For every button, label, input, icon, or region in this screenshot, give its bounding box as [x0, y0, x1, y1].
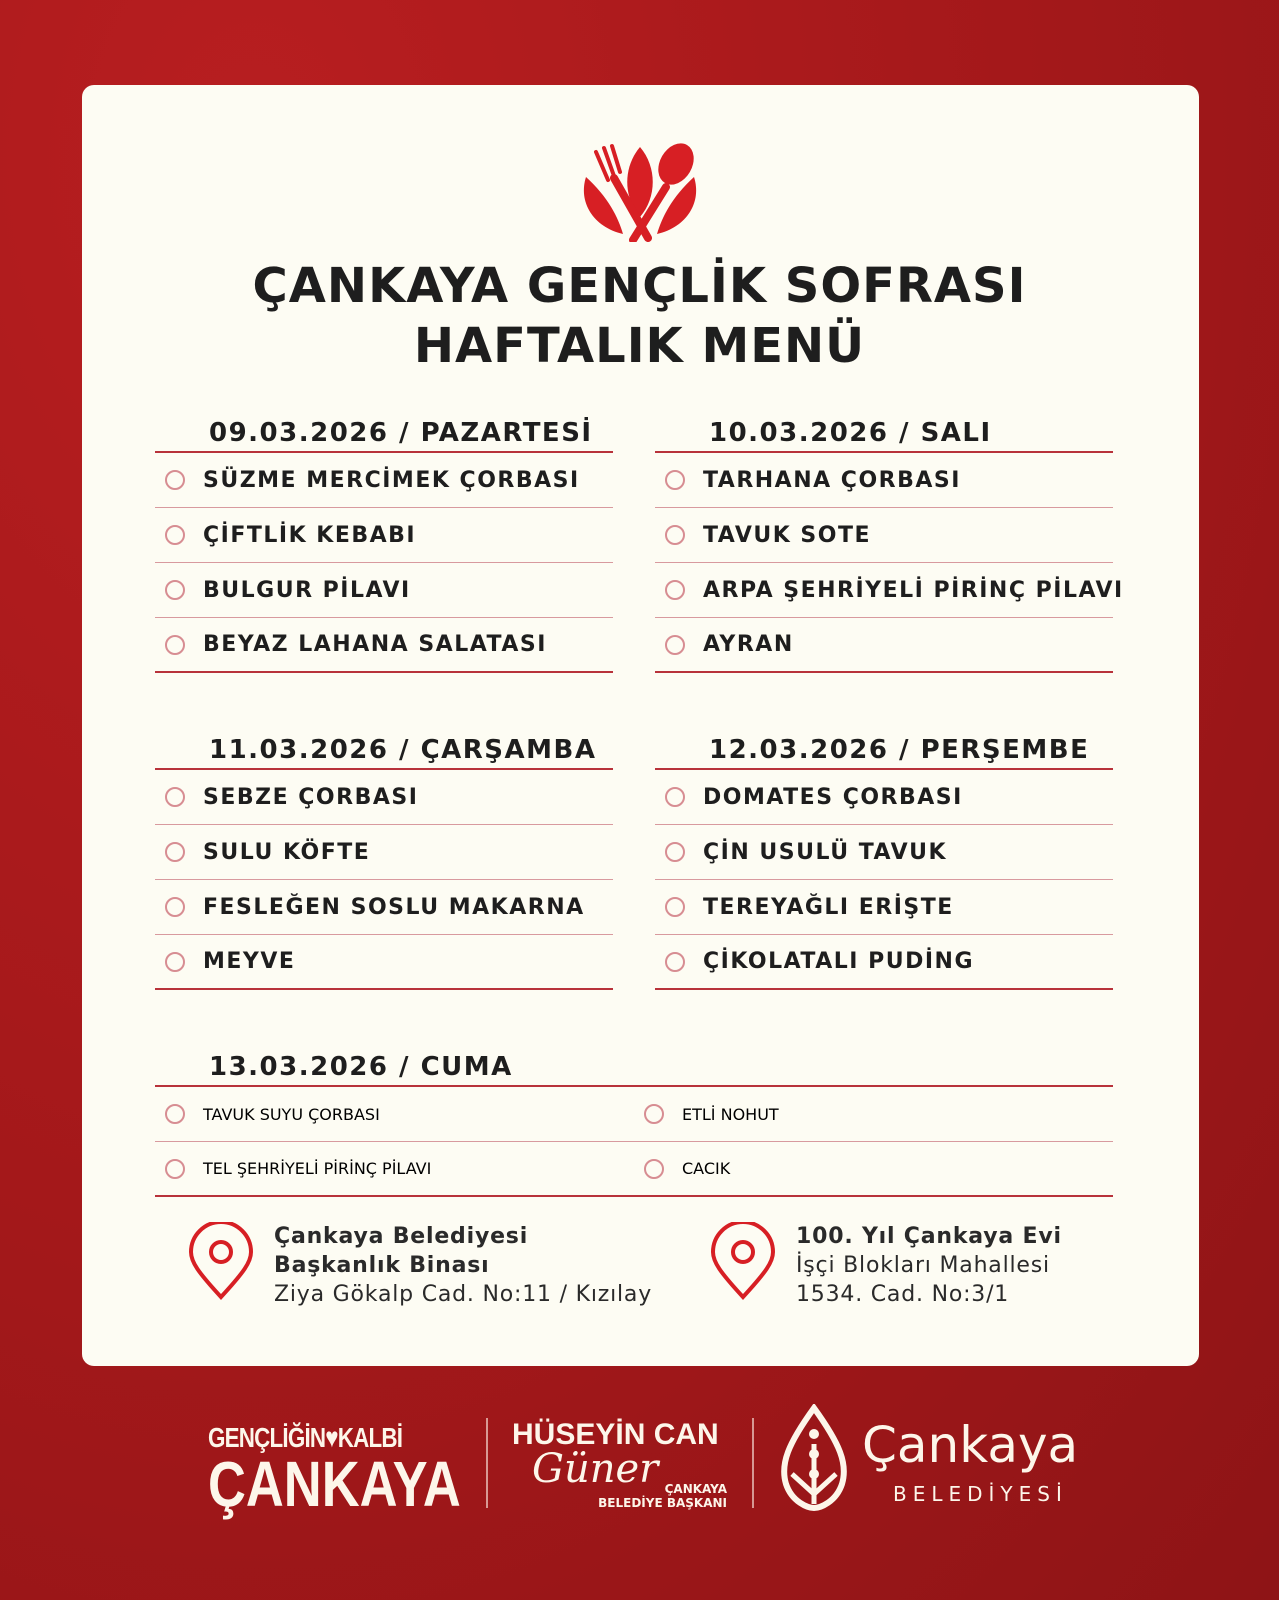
menu-item: SULU KÖFTE [203, 839, 371, 865]
day-section-friday [155, 1047, 1113, 1197]
menu-item: TEREYAĞLI ERİŞTE [703, 894, 954, 920]
brand-text: ÇANKAYA [208, 1448, 461, 1520]
day-header: 11.03.2026 / ÇARŞAMBA [155, 730, 613, 770]
brand-text: KALBİ [337, 1422, 403, 1453]
location-name: 100. Yıl Çankaya Evi [796, 1224, 1062, 1249]
menu-item: TAVUK SOTE [703, 522, 872, 548]
menu-row [655, 563, 1124, 618]
footer [0, 1398, 1279, 1528]
checkbox-circle-icon[interactable] [165, 897, 185, 917]
map-pin-icon [188, 1222, 254, 1300]
menu-row [655, 770, 1113, 825]
day-header: 10.03.2026 / SALI [655, 413, 1113, 453]
menu-item: ÇİKOLATALI PUDİNG [703, 949, 975, 974]
menu-row [155, 508, 613, 563]
checkbox-circle-icon[interactable] [165, 470, 185, 490]
day-header: 09.03.2026 / PAZARTESİ [155, 413, 613, 453]
menu-row [155, 1087, 1113, 1142]
checkbox-circle-icon[interactable] [665, 952, 685, 972]
menu-item: ARPA ŞEHRİYELİ PİRİNÇ PİLAVI [703, 577, 1124, 603]
menu-item: AYRAN [703, 632, 794, 657]
location-1 [188, 1222, 652, 1309]
day-section [655, 730, 1113, 990]
menu-item: CACIK [682, 1159, 731, 1178]
checkbox-circle-icon[interactable] [665, 842, 685, 862]
day-header: 13.03.2026 / CUMA [155, 1047, 1113, 1087]
menu-item: TAVUK SUYU ÇORBASI [203, 1104, 380, 1124]
menu-item: TEL ŞEHRİYELİ PİRİNÇ PİLAVI [203, 1159, 432, 1178]
menu-item: SÜZME MERCİMEK ÇORBASI [203, 467, 580, 493]
location-name: Çankaya Belediyesi [274, 1224, 529, 1249]
menu-item: MEYVE [203, 949, 296, 974]
day-header: 12.03.2026 / PERŞEMBE [655, 730, 1113, 770]
checkbox-circle-icon[interactable] [165, 842, 185, 862]
checkbox-circle-icon[interactable] [165, 635, 185, 655]
menu-row [655, 825, 1113, 880]
mayor-signature: Güner [532, 1446, 659, 1492]
menu-item: ÇİN USULÜ TAVUK [703, 839, 948, 865]
menu-row [155, 618, 613, 673]
menu-row [155, 825, 613, 880]
menu-item: TARHANA ÇORBASI [703, 467, 961, 493]
menu-item: ETLİ NOHUT [682, 1104, 779, 1124]
location-name: Başkanlık Binası [274, 1253, 490, 1278]
day-section [155, 730, 613, 990]
menu-row [155, 880, 613, 935]
brand-text: GENÇLİĞİN [208, 1422, 326, 1453]
location-name: İşçi Blokları Mahallesi [796, 1253, 1050, 1278]
menu-item: BULGUR PİLAVI [203, 577, 411, 603]
cankaya-leaf-logo-icon [778, 1404, 850, 1512]
divider [486, 1418, 488, 1508]
checkbox-circle-icon[interactable] [165, 580, 185, 600]
fork-spoon-leaf-logo-icon [578, 142, 702, 242]
checkbox-circle-icon[interactable] [665, 897, 685, 917]
menu-row [655, 453, 1113, 508]
municipality-name: Çankaya [862, 1416, 1079, 1474]
checkbox-circle-icon[interactable] [665, 525, 685, 545]
menu-item: SEBZE ÇORBASI [203, 784, 419, 810]
checkbox-circle-icon[interactable] [165, 525, 185, 545]
menu-row [155, 935, 613, 990]
page-subtitle: HAFTALIK MENÜ [413, 318, 866, 374]
checkbox-circle-icon[interactable] [165, 787, 185, 807]
checkbox-circle-icon[interactable] [165, 1104, 185, 1124]
checkbox-circle-icon[interactable] [665, 470, 685, 490]
checkbox-circle-icon[interactable] [644, 1159, 664, 1179]
divider [752, 1418, 754, 1508]
menu-row [155, 770, 613, 825]
menu-item: FESLEĞEN SOSLU MAKARNA [203, 894, 585, 920]
menu-row [155, 563, 613, 618]
mayor-name: HÜSEYİN CAN [512, 1418, 719, 1451]
checkbox-circle-icon[interactable] [665, 580, 685, 600]
menu-row [155, 453, 613, 508]
menu-row [655, 508, 1113, 563]
map-pin-icon [710, 1222, 776, 1300]
checkbox-circle-icon[interactable] [644, 1104, 664, 1124]
location-address: 1534. Cad. No:3/1 [796, 1282, 1010, 1307]
menu-row [655, 618, 1113, 673]
checkbox-circle-icon[interactable] [165, 952, 185, 972]
location-2 [710, 1222, 1062, 1309]
mayor-logo [512, 1418, 727, 1510]
mayor-title: ÇANKAYA [664, 1482, 727, 1496]
mayor-title: BELEDİYE BAŞKANI [598, 1496, 727, 1510]
checkbox-circle-icon[interactable] [665, 635, 685, 655]
menu-row [655, 880, 1113, 935]
menu-item: ÇİFTLİK KEBABI [203, 522, 417, 548]
checkbox-circle-icon[interactable] [165, 1159, 185, 1179]
menu-row [655, 935, 1113, 990]
heart-icon: ♥ [325, 1422, 338, 1453]
checkbox-circle-icon[interactable] [665, 787, 685, 807]
page-title: ÇANKAYA GENÇLİK SOFRASI [252, 258, 1027, 314]
day-section [655, 413, 1124, 673]
menu-row [155, 1142, 1113, 1197]
location-address: Ziya Gökalp Cad. No:11 / Kızılay [274, 1282, 653, 1307]
genclik-logo [208, 1422, 516, 1520]
menu-item: BEYAZ LAHANA SALATASI [203, 632, 547, 657]
municipality-sub: BELEDİYESİ [893, 1482, 1068, 1506]
day-section [155, 413, 613, 673]
menu-item: DOMATES ÇORBASI [703, 784, 963, 810]
